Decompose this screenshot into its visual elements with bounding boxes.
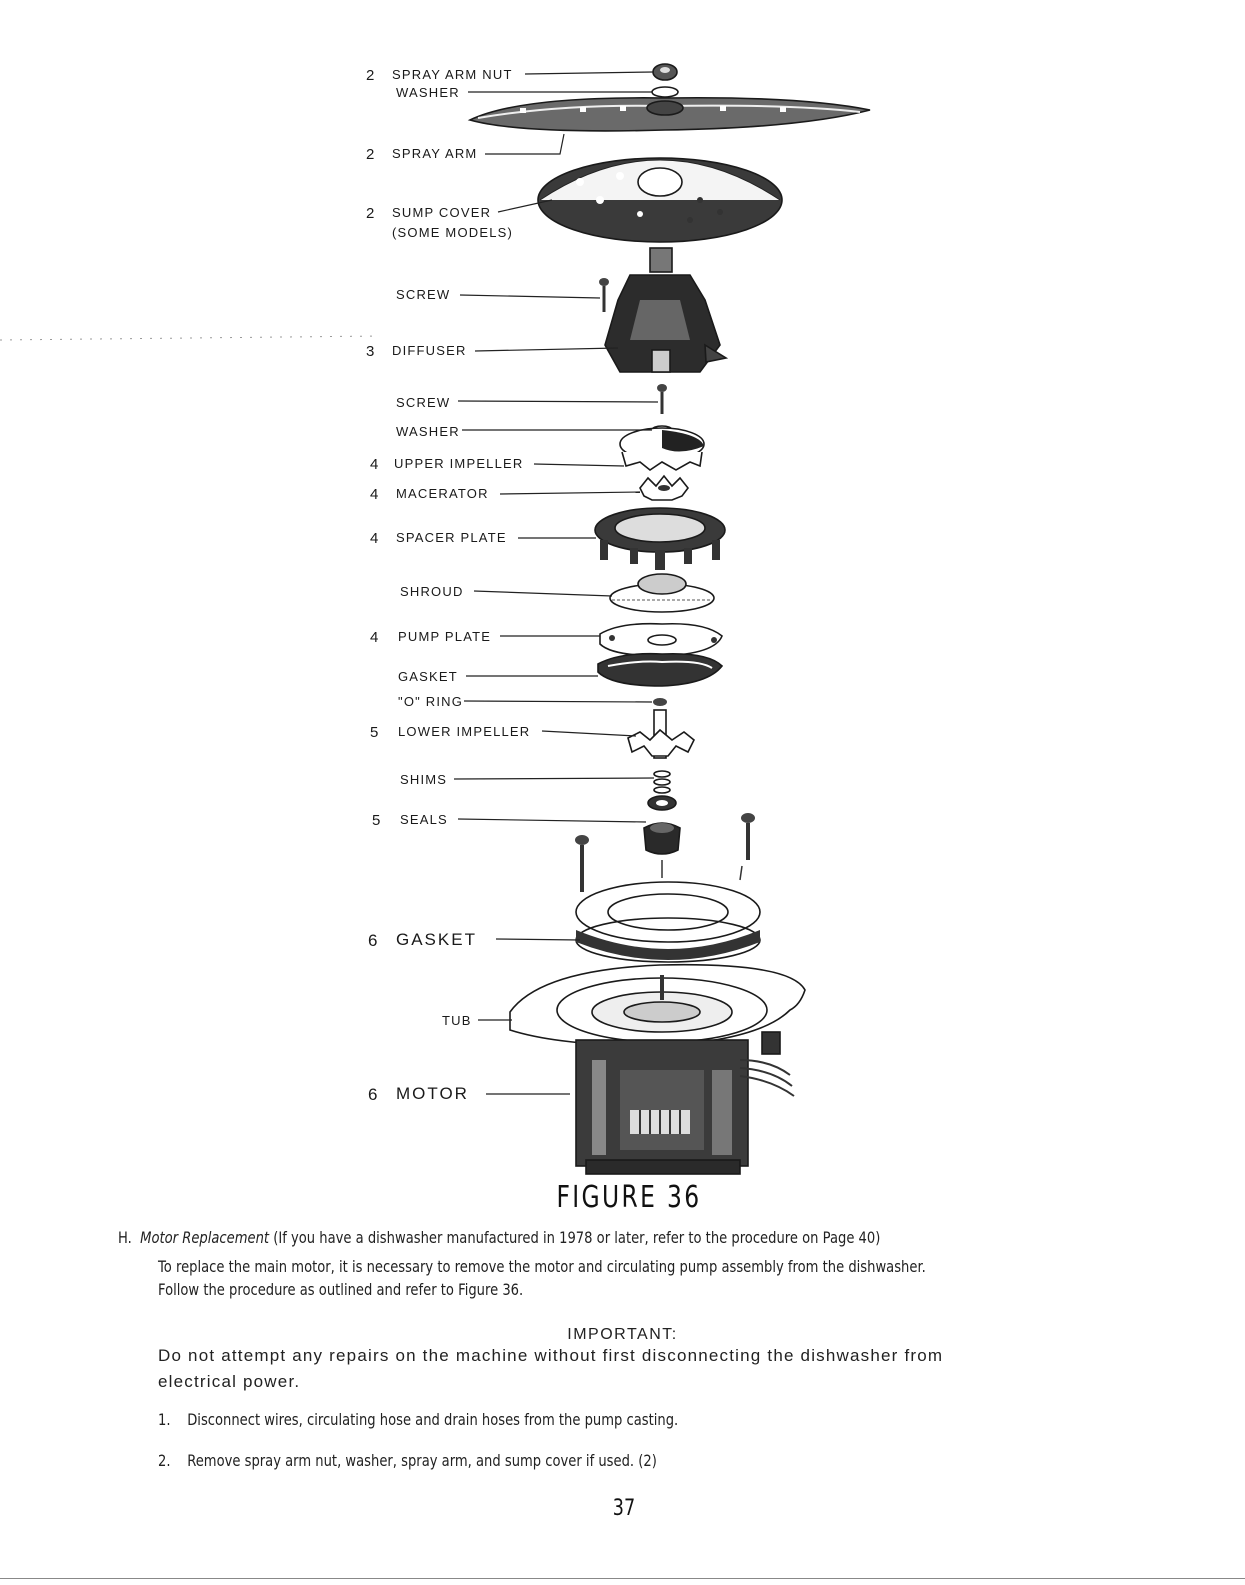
svg-text:4: 4 — [370, 530, 379, 547]
label-washer — [396, 424, 460, 439]
svg-text:2: 2 — [366, 146, 375, 163]
label-pump-plate — [370, 629, 491, 646]
svg-text:GASKET: GASKET — [398, 669, 458, 684]
section-letter: H. — [118, 1228, 132, 1247]
warning-line-1: Do not attempt any repairs on the machine without first disconnecting the dishwasher from — [158, 1346, 944, 1365]
step-text: Disconnect wires, circulating hose and drain hoses from the pump casting. — [187, 1410, 679, 1429]
label-spray-arm-nut — [366, 67, 513, 84]
spacer-plate-icon — [595, 508, 725, 570]
svg-text:2: 2 — [366, 67, 375, 84]
svg-text:6: 6 — [368, 931, 378, 950]
label-motor — [368, 1084, 469, 1104]
svg-text:SPACER PLATE: SPACER PLATE — [396, 530, 507, 545]
step-number: 1. — [158, 1410, 171, 1429]
important-heading: IMPORTANT: — [567, 1326, 678, 1343]
label-screw-upper — [396, 287, 450, 302]
step-2 — [158, 1451, 657, 1470]
gasket-icon — [598, 654, 722, 686]
svg-text:PUMP PLATE: PUMP PLATE — [398, 629, 492, 644]
section-title: Motor Replacement — [140, 1228, 270, 1247]
svg-text:4: 4 — [370, 486, 379, 503]
svg-text:3: 3 — [366, 343, 375, 360]
svg-text:5: 5 — [372, 812, 381, 829]
screw-icon — [657, 384, 667, 414]
warning-line-2: electrical power. — [158, 1372, 301, 1391]
label-spacer-plate — [370, 530, 507, 547]
svg-text:2: 2 — [366, 205, 375, 222]
svg-text:"O" RING: "O" RING — [398, 694, 464, 709]
label-tub — [442, 1013, 472, 1028]
intro-line-1: To replace the main motor, it is necessary to remove the motor and circulating pump assembly from the dishwasher. — [158, 1257, 926, 1276]
sump-cover-icon — [538, 158, 782, 242]
section-title-note: (If you have a dishwasher manufactured in 1978 or later, refer to the procedure on Page 40) — [273, 1228, 881, 1247]
svg-text:DIFFUSER: DIFFUSER — [392, 343, 467, 358]
svg-text:LOWER IMPELLER: LOWER IMPELLER — [398, 724, 531, 739]
step-1 — [158, 1410, 678, 1429]
intro-line-2: Follow the procedure as outlined and refer to Figure 36. — [158, 1280, 524, 1299]
svg-text:TUB: TUB — [442, 1013, 472, 1028]
svg-text:SPRAY ARM NUT: SPRAY ARM NUT — [392, 67, 513, 82]
svg-text:4: 4 — [370, 456, 379, 473]
svg-text:SCREW: SCREW — [396, 395, 451, 410]
label-shroud — [400, 584, 464, 599]
lower-impeller-icon — [628, 710, 694, 758]
spray-arm-nut-icon — [653, 64, 677, 80]
svg-text:MOTOR: MOTOR — [396, 1084, 469, 1103]
svg-text:SPRAY ARM: SPRAY ARM — [392, 146, 478, 161]
page-number: 37 — [612, 1496, 636, 1521]
label-washer-top — [396, 85, 460, 100]
upper-impeller-icon — [620, 426, 704, 470]
bottom-rule — [0, 1578, 1245, 1579]
screw-icon — [599, 278, 609, 312]
svg-text:WASHER: WASHER — [396, 85, 460, 100]
svg-text:GASKET: GASKET — [396, 930, 477, 949]
step-number: 2. — [158, 1451, 171, 1470]
figure-title: FIGURE 36 — [556, 1180, 702, 1215]
label-shims — [400, 772, 447, 787]
spray-arm-icon — [470, 98, 870, 131]
label-lower-impeller — [370, 724, 530, 741]
svg-text:5: 5 — [370, 724, 379, 741]
svg-text:MACERATOR: MACERATOR — [396, 486, 489, 501]
svg-text:SEALS: SEALS — [400, 812, 448, 827]
svg-text:WASHER: WASHER — [396, 424, 460, 439]
macerator-icon — [640, 476, 688, 500]
svg-text:UPPER IMPELLER: UPPER IMPELLER — [394, 456, 524, 471]
shroud-icon — [610, 574, 714, 612]
label-gasket-small — [398, 669, 458, 684]
svg-text:4: 4 — [370, 629, 379, 646]
section-heading — [118, 1228, 880, 1247]
label-diffuser — [366, 343, 467, 360]
washer-icon — [652, 87, 678, 97]
label-gasket-large — [368, 930, 477, 950]
label-screw-lower — [396, 395, 450, 410]
svg-text:SUMP COVER: SUMP COVER — [392, 205, 492, 220]
tub-icon — [510, 965, 805, 1046]
leader-lines — [0, 72, 658, 1094]
svg-text:SCREW: SCREW — [396, 287, 451, 302]
seals-icon — [644, 796, 680, 854]
svg-text:(SOME MODELS): (SOME MODELS) — [392, 225, 514, 240]
o-ring-icon — [653, 698, 667, 706]
motor-icon — [576, 1032, 794, 1174]
label-macerator — [370, 486, 489, 503]
label-upper-impeller — [370, 456, 524, 473]
pump-plate-icon — [600, 624, 722, 656]
step-text: Remove spray arm nut, washer, spray arm, and sump cover if used. (2) — [187, 1451, 657, 1470]
label-sump-cover — [366, 205, 513, 240]
label-o-ring — [398, 694, 463, 709]
diffuser-icon — [605, 248, 726, 372]
svg-text:SHIMS: SHIMS — [400, 772, 448, 787]
label-spray-arm — [366, 146, 477, 163]
shims-icon — [654, 771, 670, 793]
svg-text:SHROUD: SHROUD — [400, 584, 464, 599]
gasket-ring-icon — [576, 882, 760, 962]
svg-text:6: 6 — [368, 1085, 378, 1104]
label-seals — [372, 812, 448, 829]
